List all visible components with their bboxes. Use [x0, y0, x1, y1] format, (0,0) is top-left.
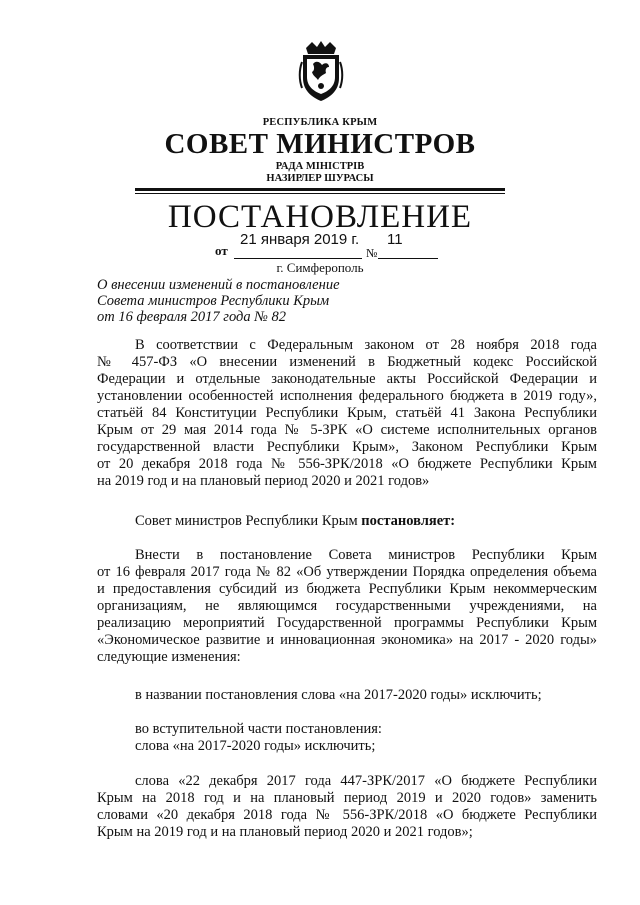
number-underline: [378, 258, 438, 259]
amendment-line: Крым на 2019 год и на плановый период 2020 и 2021 годов»;: [97, 824, 473, 840]
date-underline: [234, 258, 362, 259]
body-line: Внести в постановление Совета министров Республики Крым: [135, 547, 597, 563]
document-number: 11: [387, 231, 403, 248]
body-line: «Экономическое развитие и инновационная экономика» на 2017 - 2020 годы»: [97, 632, 597, 648]
amendment-line: слова «22 декабря 2017 года 447-ЗРК/2017 «О бюджете Республики: [135, 773, 597, 789]
body-line: реализацию мероприятий Государственной программы Республики Крым: [97, 615, 597, 631]
amendment-item-3: [97, 773, 597, 841]
header-ukr: РАДА МІНІСТРІВ: [275, 161, 365, 172]
subject-line: Совета министров Республики Крым: [97, 293, 330, 309]
document-date: 21 января 2019 г.: [240, 231, 360, 248]
preamble-line: Крым от 29 мая 2014 года № 5-ЗРК «О системе исполнительных органов: [97, 422, 597, 438]
amendment-line: Крым на 2018 год и на плановый период 2019 и 2020 годов» заменить: [97, 790, 597, 806]
preamble-line: статьёй 84 Конституции Республики Крым, статьёй 41 Закона Республики: [97, 405, 597, 421]
body-line: от 16 февраля 2017 года № 82 «Об утверждении Порядка определения объема: [97, 564, 597, 580]
preamble-line: на 2019 год и на плановый период 2020 и 2021 годов»: [97, 473, 430, 489]
header-council: СОВЕТ МИНИСТРОВ: [164, 128, 476, 160]
header-crimean-tatar: НАЗИРЛЕР ШУРАСЫ: [266, 173, 374, 184]
subject-line: О внесении изменений в постановление: [97, 277, 340, 293]
body-line: организациям, не являющимся государственными учреждениями, на: [97, 598, 597, 614]
body-line: и предоставления субсидий из бюджета Республики Крым некоммерческим: [97, 581, 597, 597]
preamble-line: № 457-ФЗ «О внесении изменений в Бюджетный кодекс Российской: [97, 354, 597, 370]
amendment-line: слова «на 2017-2020 годы» исключить;: [135, 738, 376, 754]
decree-line: [135, 513, 455, 530]
amendment-line: словами «20 декабря 2018 года № 556-ЗРК/2018 «О бюджете Республики: [97, 807, 597, 823]
document-subject: [97, 277, 340, 325]
amendment-item-1: в названии постановления слова «на 2017-2020 годы» исключить;: [135, 687, 542, 703]
preamble-paragraph: [97, 337, 597, 490]
preamble-line: В соответствии с Федеральным законом от 28 ноября 2018 года: [135, 337, 597, 353]
amendment-line: во вступительной части постановления:: [135, 721, 382, 737]
subject-line: от 16 февраля 2017 года № 82: [97, 309, 287, 325]
decree-lead: Совет министров Республики Крым: [135, 513, 362, 529]
decree-keyword: постановляет:: [361, 513, 456, 529]
from-label: от: [215, 243, 228, 258]
number-label: №: [366, 246, 378, 260]
amendment-item-2: [135, 721, 382, 755]
preamble-line: установлении особенностей исполнения федерального бюджета в 2019 году»,: [97, 388, 597, 404]
preamble-line: от 20 декабря 2018 года № 556-ЗРК/2018 «О бюджете Республики Крым: [97, 456, 597, 472]
crimea-coat-of-arms-icon: [298, 40, 344, 102]
header-divider-thin: [135, 193, 505, 194]
body-line: следующие изменения:: [97, 649, 241, 665]
document-city: г. Симферополь: [276, 260, 364, 275]
header-divider-thick: [135, 188, 505, 191]
header-republic: РЕСПУБЛИКА КРЫМ: [262, 117, 378, 128]
document-type-title: ПОСТАНОВЛЕНИЕ: [167, 199, 473, 235]
preamble-line: государственной власти Республики Крым», Законом Республики Крым: [97, 439, 597, 455]
preamble-line: Федерации и отдельные законодательные акты Российской Федерации и: [97, 371, 597, 387]
header-subtitles: [0, 161, 640, 185]
body-paragraph-1: [97, 547, 597, 666]
